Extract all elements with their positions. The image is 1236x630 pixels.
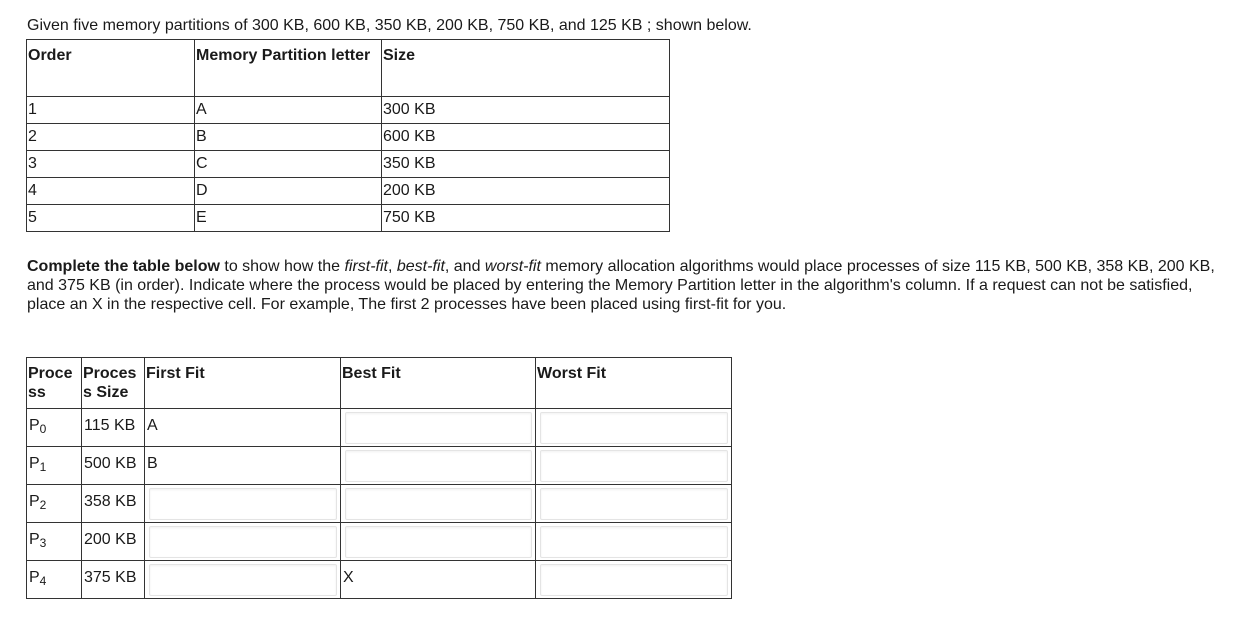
- process-letter: P: [29, 531, 40, 548]
- partition-row: [27, 178, 670, 205]
- partition-order: 2: [27, 124, 195, 151]
- worst-fit-cell: [536, 409, 732, 447]
- partition-size: 200 KB: [382, 178, 670, 205]
- partitions-header-row: [27, 40, 670, 97]
- process-label: [29, 454, 46, 477]
- first-fit-input[interactable]: [149, 488, 337, 520]
- header-process-size: Proces s Size: [82, 358, 145, 409]
- process-size-cell: [82, 561, 145, 599]
- process-size: 358 KB: [84, 493, 137, 510]
- first-fit-cell: [145, 523, 341, 561]
- first-fit-cell: [145, 485, 341, 523]
- process-index: 2: [39, 498, 47, 512]
- worst-fit-term: worst-fit: [484, 258, 541, 275]
- worst-fit-cell: [536, 523, 732, 561]
- process-cell: [27, 485, 82, 523]
- best-fit-cell: [341, 447, 536, 485]
- partitions-table: [26, 39, 670, 232]
- partition-size: 600 KB: [382, 124, 670, 151]
- allocation-row: [27, 485, 732, 523]
- partition-row: [27, 151, 670, 178]
- first-fit-input[interactable]: [149, 526, 337, 558]
- partition-letter: D: [195, 178, 382, 205]
- process-letter: P: [29, 493, 40, 510]
- worst-fit-input[interactable]: [540, 564, 728, 596]
- header-first-fit: First Fit: [145, 358, 341, 409]
- best-fit-cell: [341, 409, 536, 447]
- allocation-row: [27, 447, 732, 485]
- best-fit-input[interactable]: [345, 526, 532, 558]
- process-index: 4: [39, 574, 47, 588]
- header-process: Proce ss: [27, 358, 82, 409]
- best-fit-term: best-fit: [396, 258, 445, 275]
- first-fit-input[interactable]: [149, 564, 337, 596]
- header-order: Order: [27, 40, 195, 97]
- process-cell: [27, 523, 82, 561]
- instructions-text: memory allocation algorithms would place processes of size 115 KB, 500 KB, 358 KB, 200 KB, and 375 KB (in order). Indicate where the process would be placed by entering the Memory Partition letter in the algorithm's column. If a request can not be satisfied, place an X in the respective cell. For example, The first 2 processes have been placed using first-fit for you.: [27, 258, 1215, 313]
- best-fit-answer: X: [343, 569, 354, 586]
- process-index: 1: [39, 460, 47, 474]
- partition-size: 350 KB: [382, 151, 670, 178]
- worst-fit-input[interactable]: [540, 412, 728, 444]
- partition-order: 5: [27, 205, 195, 232]
- header-worst-fit: Worst Fit: [536, 358, 732, 409]
- process-letter: P: [29, 455, 40, 472]
- header-partition-letter: Memory Partition letter: [195, 40, 382, 97]
- header-size: Size: [382, 40, 670, 97]
- partition-order: 3: [27, 151, 195, 178]
- allocation-row: [27, 409, 732, 447]
- worst-fit-cell: [536, 485, 732, 523]
- process-size-cell: [82, 447, 145, 485]
- process-size: 200 KB: [84, 531, 137, 548]
- process-size-cell: [82, 409, 145, 447]
- best-fit-input[interactable]: [345, 412, 532, 444]
- process-label: [29, 530, 46, 553]
- worst-fit-cell: [536, 561, 732, 599]
- process-label: [29, 492, 46, 515]
- process-letter: P: [29, 417, 40, 434]
- process-size: 375 KB: [84, 569, 137, 586]
- process-label: [29, 416, 46, 439]
- allocation-row: [27, 523, 732, 561]
- partition-size: 300 KB: [382, 97, 670, 124]
- allocation-row: [27, 561, 732, 599]
- partition-row: [27, 97, 670, 124]
- process-size-cell: [82, 485, 145, 523]
- best-fit-input[interactable]: [345, 450, 532, 482]
- partition-letter: C: [195, 151, 382, 178]
- best-fit-cell: [341, 561, 536, 599]
- partition-order: 1: [27, 97, 195, 124]
- allocation-header-row: [27, 358, 732, 409]
- process-letter: P: [29, 569, 40, 586]
- partition-letter: B: [195, 124, 382, 151]
- partition-letter: A: [195, 97, 382, 124]
- partition-letter: E: [195, 205, 382, 232]
- instructions-paragraph: [27, 257, 1232, 314]
- process-size: 500 KB: [84, 455, 137, 472]
- process-label: [29, 568, 46, 591]
- partition-order: 4: [27, 178, 195, 205]
- process-size-cell: [82, 523, 145, 561]
- process-size: 115 KB: [84, 417, 136, 434]
- process-cell: [27, 409, 82, 447]
- process-index: 3: [39, 536, 47, 550]
- partition-row: [27, 124, 670, 151]
- worst-fit-cell: [536, 447, 732, 485]
- worst-fit-input[interactable]: [540, 526, 728, 558]
- instructions-text: ,: [387, 258, 397, 275]
- process-index: 0: [39, 422, 47, 436]
- process-cell: [27, 561, 82, 599]
- best-fit-input[interactable]: [345, 488, 532, 520]
- best-fit-cell: [341, 485, 536, 523]
- first-fit-cell: [145, 561, 341, 599]
- partition-row: [27, 205, 670, 232]
- first-fit-answer: B: [147, 455, 158, 472]
- worst-fit-input[interactable]: [540, 450, 728, 482]
- best-fit-cell: [341, 523, 536, 561]
- partition-size: 750 KB: [382, 205, 670, 232]
- intro-text: Given five memory partitions of 300 KB, 600 KB, 350 KB, 200 KB, 750 KB, and 125 KB ; shown below.: [27, 17, 752, 34]
- first-fit-cell: [145, 447, 341, 485]
- worst-fit-input[interactable]: [540, 488, 728, 520]
- instructions-bold-lead: Complete the table below: [27, 258, 220, 275]
- allocation-table: [26, 357, 732, 599]
- instructions-text: , and: [444, 258, 485, 275]
- first-fit-cell: [145, 409, 341, 447]
- process-cell: [27, 447, 82, 485]
- first-fit-term: first-fit: [344, 258, 388, 275]
- header-best-fit: Best Fit: [341, 358, 536, 409]
- instructions-text: to show how the: [219, 258, 345, 275]
- first-fit-answer: A: [147, 417, 158, 434]
